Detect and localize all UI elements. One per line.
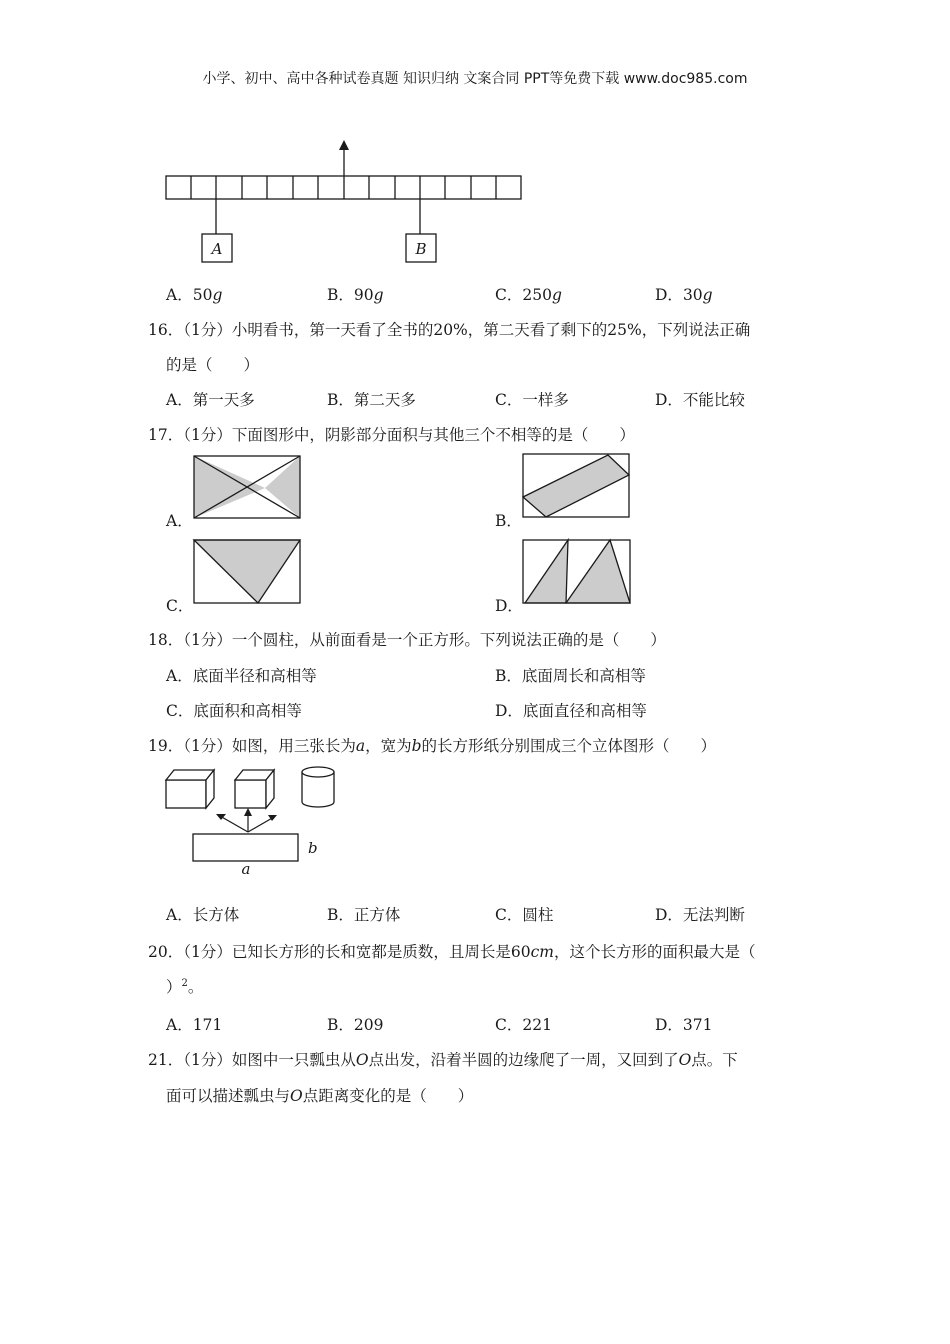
- q17-option-b[interactable]: B．: [495, 512, 522, 530]
- q19-option-b[interactable]: B．正方体: [327, 906, 401, 924]
- q19-option-d[interactable]: D．无法判断: [655, 906, 745, 924]
- q20-option-a[interactable]: A．171: [166, 1016, 223, 1034]
- q18-option-a[interactable]: A．底面半径和高相等: [166, 667, 317, 685]
- q17-stem: 17．（1分）下面图形中，阴影部分面积与其他三个不相等的是（ ）: [148, 426, 635, 444]
- q17-figure-a[interactable]: [193, 455, 301, 519]
- q21-stem-line2: 面可以描述瓢虫与O点距离变化的是（ ）: [166, 1087, 474, 1105]
- page-header: 小学、初中、高中各种试卷真题 知识归纳 文案合同 PPT等免费下载 www.doc985.com: [202, 71, 748, 87]
- q17-option-d[interactable]: D．: [495, 597, 523, 615]
- q20-option-b[interactable]: B．209: [327, 1016, 384, 1034]
- q19-paper-figure: [160, 762, 350, 880]
- weight-a-label: A: [211, 240, 223, 258]
- q15-option-b[interactable]: B．90g: [327, 286, 384, 304]
- q15-option-c[interactable]: C．250g: [495, 286, 562, 304]
- q17-option-c[interactable]: C．: [166, 597, 194, 615]
- q16-option-a[interactable]: A．第一天多: [166, 391, 255, 409]
- paper-length-label: a: [241, 860, 251, 878]
- q18-option-b[interactable]: B．底面周长和高相等: [495, 667, 646, 685]
- q20-stem-line1: 20．（1分）已知长方形的长和宽都是质数，且周长是60cm，这个长方形的面积最大是（: [148, 943, 756, 961]
- q16-stem-line1: 16．（1分）小明看书，第一天看了全书的20%，第二天看了剩下的25%，下列说法正确: [148, 321, 751, 339]
- q17-figure-b[interactable]: [522, 453, 631, 519]
- q16-option-d[interactable]: D．不能比较: [655, 391, 745, 409]
- q18-option-c[interactable]: C．底面积和高相等: [166, 702, 302, 720]
- q20-stem-line2: ）$^2$。: [166, 977, 204, 996]
- q15-option-d[interactable]: D．30g: [655, 286, 713, 304]
- q17-figure-c[interactable]: [193, 539, 301, 605]
- q20-option-c[interactable]: C．221: [495, 1016, 552, 1034]
- lever-figure: [160, 138, 530, 268]
- q21-stem-line1: 21．（1分）如图中一只瓢虫从O点出发，沿着半圆的边缘爬了一周，又回到了O点。下: [148, 1051, 738, 1069]
- q20-option-d[interactable]: D．371: [655, 1016, 713, 1034]
- q17-figure-d[interactable]: [522, 539, 631, 605]
- q16-stem-line2: 的是（ ）: [166, 356, 260, 374]
- weight-b-label: B: [415, 240, 427, 258]
- q18-option-d[interactable]: D．底面直径和高相等: [495, 702, 647, 720]
- q17-option-a[interactable]: A．: [166, 512, 193, 530]
- q16-option-c[interactable]: C．一样多: [495, 391, 569, 409]
- q16-option-b[interactable]: B．第二天多: [327, 391, 416, 409]
- q19-option-c[interactable]: C．圆柱: [495, 906, 554, 924]
- q19-option-a[interactable]: A．长方体: [166, 906, 240, 924]
- paper-width-label: b: [308, 839, 318, 857]
- q18-stem: 18．（1分）一个圆柱，从前面看是一个正方形。下列说法正确的是（ ）: [148, 631, 666, 649]
- q19-stem: 19．（1分）如图，用三张长为a，宽为b的长方形纸分别围成三个立体图形（ ）: [148, 737, 717, 755]
- q15-option-a[interactable]: A．50g: [166, 286, 223, 304]
